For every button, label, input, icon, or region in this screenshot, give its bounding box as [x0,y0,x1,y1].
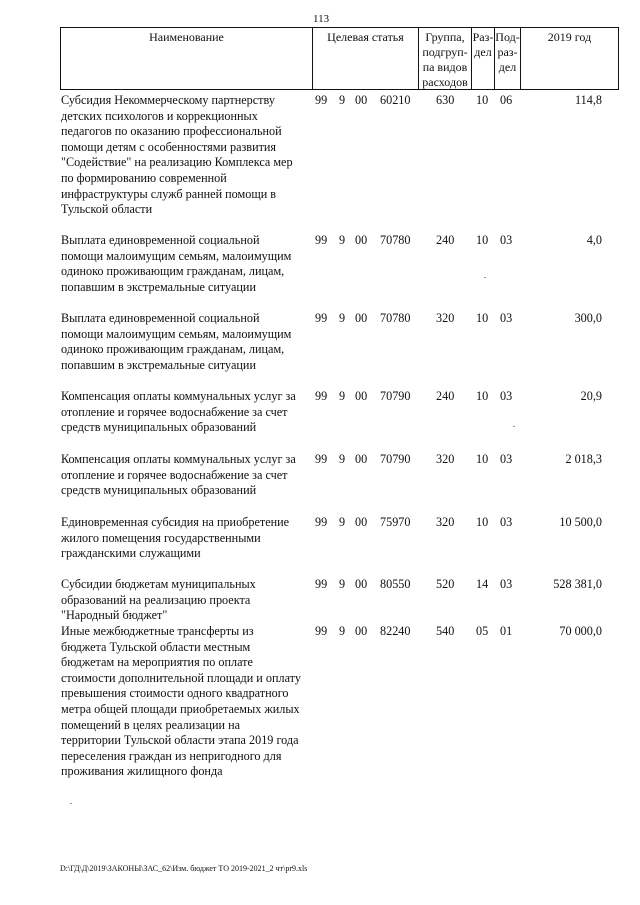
row-4-name: Компенсация оплаты коммунальных услуг за отопление и горячее водоснабжение за счет средств муниципальных образований [61,389,296,435]
row-8-target-program: 99 [315,624,328,638]
row-7-amount: 528 381,0 [553,577,602,591]
row-4-subsection: 03 [500,389,513,403]
row-1-target-direction: 60210 [380,93,411,107]
row-1-group: 630 [436,93,455,107]
row-6-group: 320 [436,515,455,529]
header-bottom-border [60,89,619,90]
header-subsection: Под- раз- дел [495,30,520,74]
row-3-target-direction: 70780 [380,311,411,325]
row-3-target-subprogram: 9 [339,311,346,325]
row-1-subsection: 06 [500,93,513,107]
row-6-target-program: 99 [315,515,328,529]
row-2-target-direction: 70780 [380,233,411,247]
row-6-target-event: 00 [355,515,368,529]
header-year: 2019 год [547,30,592,44]
row-1-target-program: 99 [315,93,328,107]
row-3-amount: 300,0 [574,311,602,325]
row-6-target-subprogram: 9 [339,515,346,529]
row-2-name: Выплата единовременной социальной помощи малоимущим семьям, малоимущим одиноко проживающим гражданам, лицам, попавшим в экстремальные ситуации [61,233,292,294]
row-4-group: 240 [436,389,455,403]
page-number: 113 [313,13,330,25]
row-4-target-direction: 70790 [380,389,411,403]
row-8-target-event: 00 [355,624,368,638]
row-5-name: Компенсация оплаты коммунальных услуг за отопление и горячее водоснабжение за счет средств муниципальных образований [61,452,296,498]
row-6-name: Единовременная субсидия на приобретение жилого помещения государственными гражданскими служащими [61,515,290,561]
scan-speck [484,277,486,278]
row-3-name: Выплата единовременной социальной помощи малоимущим семьям, малоимущим одиноко проживающим гражданам, лицам, попавшим в экстремальные ситуации [61,311,292,372]
row-8-name: Иные межбюджетные трансферты из бюджета Тульской области местным бюджетам на мероприятия по оплате стоимости дополнительной площади и оплату превышения стоимости одного квадратного метра общей площади приобретаемых жилых помещений в целях реализации на территории Тульской области этапа 2019 года переселения граждан из непригодного для проживания жилищного фонда [61,624,301,779]
row-1-section: 10 [476,93,489,107]
header-top-border [60,27,619,28]
row-2-group: 240 [436,233,455,247]
row-7-subsection: 03 [500,577,513,591]
row-2-amount: 4,0 [586,233,602,247]
row-8-target-subprogram: 9 [339,624,346,638]
row-7-name: Субсидии бюджетам муниципальных образований на реализацию проекта "Народный бюджет" [61,577,256,623]
row-4-target-program: 99 [315,389,328,403]
row-7-target-direction: 80550 [380,577,411,591]
row-7-section: 14 [476,577,489,591]
row-3-target-event: 00 [355,311,368,325]
row-5-amount: 2 018,3 [565,452,602,466]
row-8-target-direction: 82240 [380,624,411,638]
row-3-target-program: 99 [315,311,328,325]
row-7-target-program: 99 [315,577,328,591]
row-1-name: Субсидия Некоммерческому партнерству детских психологов и коррекционных педагогов по оказанию профессиональной помощи детям с особенностями развития "Содействие" на реализацию Комплекса мер по формированию современной инфраструктуры служб ранней помощи в Тульской области [61,93,293,217]
header-target: Целевая статья [327,30,404,44]
file-path-footer: D:\ГД\Д\2019\ЗАКОНЫ\ЗАС_62\Изм. бюджет ТО 2019-2021_2 чт\pr9.xls [60,864,308,873]
row-8-section: 05 [476,624,489,638]
scan-speck [70,803,72,804]
row-3-subsection: 03 [500,311,513,325]
row-2-target-program: 99 [315,233,328,247]
row-1-target-subprogram: 9 [339,93,346,107]
header-divider-right [618,27,619,90]
row-7-target-subprogram: 9 [339,577,346,591]
scan-speck [513,426,515,427]
row-7-target-event: 00 [355,577,368,591]
row-5-section: 10 [476,452,489,466]
row-5-target-program: 99 [315,452,328,466]
row-5-target-subprogram: 9 [339,452,346,466]
row-3-group: 320 [436,311,455,325]
row-6-section: 10 [476,515,489,529]
row-5-subsection: 03 [500,452,513,466]
row-7-group: 520 [436,577,455,591]
row-6-amount: 10 500,0 [559,515,602,529]
row-1-amount: 114,8 [575,93,602,107]
row-6-target-direction: 75970 [380,515,411,529]
row-2-section: 10 [476,233,489,247]
header-group: Группа, подгруп- па видов расходов [422,30,468,89]
row-4-amount: 20,9 [580,389,602,403]
row-5-target-direction: 70790 [380,452,411,466]
row-4-target-subprogram: 9 [339,389,346,403]
row-1-target-event: 00 [355,93,368,107]
header-section: Раз- дел [472,30,494,59]
row-3-section: 10 [476,311,489,325]
row-4-target-event: 00 [355,389,368,403]
row-6-subsection: 03 [500,515,513,529]
row-8-group: 540 [436,624,455,638]
row-5-target-event: 00 [355,452,368,466]
header-name: Наименование [149,30,224,44]
row-2-target-subprogram: 9 [339,233,346,247]
row-5-group: 320 [436,452,455,466]
row-2-target-event: 00 [355,233,368,247]
row-2-subsection: 03 [500,233,513,247]
row-4-section: 10 [476,389,489,403]
row-8-amount: 70 000,0 [559,624,602,638]
row-8-subsection: 01 [500,624,513,638]
